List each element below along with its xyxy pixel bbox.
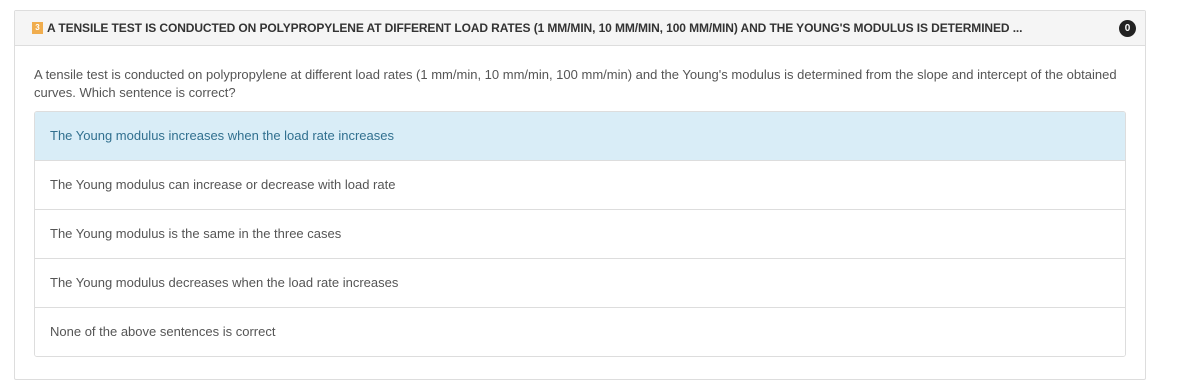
- question-title: A TENSILE TEST IS CONDUCTED ON POLYPROPYLENE AT DIFFERENT LOAD RATES (1 MM/MIN, 10 MM/MIN, 100 MM/MIN) AND THE YOUNG'S MODULUS IS DETERMINED ...: [47, 21, 1023, 35]
- answer-option[interactable]: None of the above sentences is correct: [35, 307, 1125, 356]
- question-number-badge: 3: [32, 22, 43, 34]
- question-header[interactable]: [15, 11, 1145, 46]
- count-badge: 0: [1119, 20, 1136, 37]
- question-body: [15, 46, 1145, 357]
- answer-options-list: [34, 111, 1126, 357]
- answer-option[interactable]: The Young modulus can increase or decrease with load rate: [35, 160, 1125, 209]
- answer-option[interactable]: The Young modulus is the same in the three cases: [35, 209, 1125, 258]
- question-text: A tensile test is conducted on polypropylene at different load rates (1 mm/min, 10 mm/min, 100 mm/min) and the Young's modulus is determined from the slope and intercept of the obtained curves. Which sentence is correct?: [34, 67, 1117, 100]
- question-panel: [14, 10, 1146, 380]
- answer-option[interactable]: The Young modulus increases when the load rate increases: [35, 112, 1125, 160]
- answer-option[interactable]: The Young modulus decreases when the load rate increases: [35, 258, 1125, 307]
